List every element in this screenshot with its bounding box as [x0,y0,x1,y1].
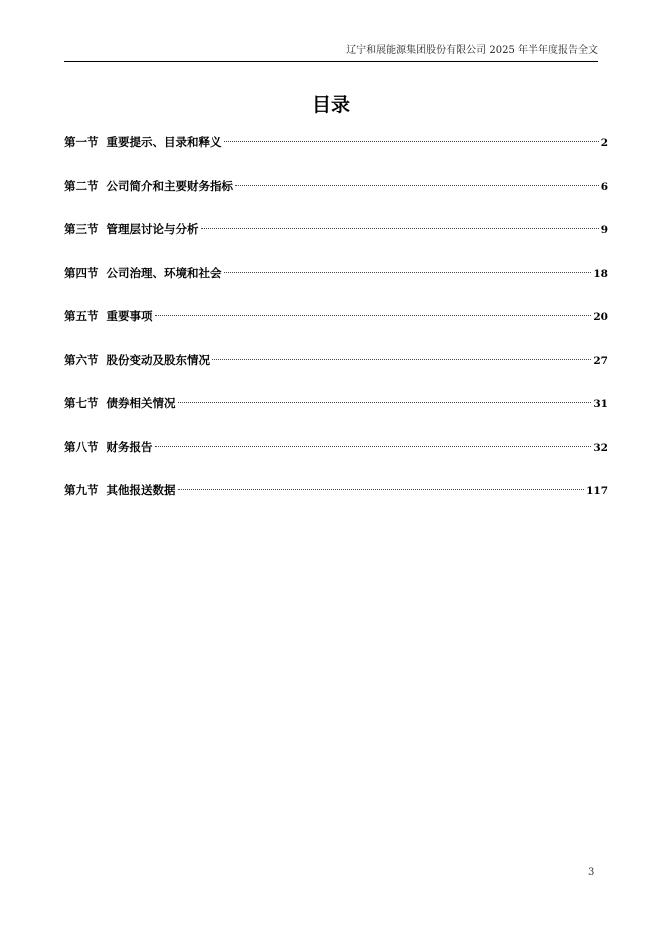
running-header: 辽宁和展能源集团股份有限公司 2025 年半年度报告全文 [346,45,598,56]
toc-entry-label: 重要提示、目录和释义 [106,135,222,149]
toc-entry-number: 第二节 [64,178,99,193]
toc-entry-label: 财务报告 [106,439,153,454]
toc-entry-number: 第四节 [64,265,99,280]
toc-entry-page: 20 [593,311,608,323]
toc-entry-label: 公司治理、环境和社会 [106,265,222,280]
toc-entry-page: 6 [600,180,608,193]
toc-entry-1[interactable] [64,131,608,175]
toc-title: 目录 [311,94,350,116]
toc-entry-page: 2 [600,137,608,149]
table-of-contents [64,131,608,523]
toc-leader [178,402,592,403]
toc-entry-label: 公司简介和主要财务指标 [106,178,233,193]
toc-entry-number: 第八节 [64,439,99,454]
toc-entry-number: 第六节 [64,352,99,367]
toc-leader [224,141,599,142]
toc-entry-6[interactable] [64,349,608,393]
toc-entry-number: 第一节 [64,135,99,149]
page-number: 3 [588,867,595,878]
toc-entry-label: 股份变动及股东情况 [106,352,210,367]
toc-entry-9[interactable] [64,479,608,523]
toc-entry-number: 第五节 [64,309,99,323]
toc-leader [212,359,591,360]
toc-entry-page: 32 [593,441,608,454]
toc-entry-7[interactable] [64,392,608,436]
toc-entry-3[interactable] [64,218,608,262]
toc-entry-page: 27 [593,354,608,367]
toc-entry-page: 9 [600,224,608,236]
toc-entry-label: 债券相关情况 [106,396,176,410]
toc-entry-page: 18 [593,267,608,280]
toc-entry-number: 第七节 [64,396,99,410]
toc-entry-4[interactable] [64,262,608,306]
toc-leader [201,228,599,229]
header-rule [64,61,598,62]
toc-entry-label: 管理层讨论与分析 [106,222,199,236]
toc-entry-number: 第三节 [64,222,99,236]
toc-leader [155,446,592,447]
toc-entry-number: 第九节 [64,483,99,497]
toc-entry-page: 117 [586,485,608,497]
toc-entry-2[interactable] [64,175,608,219]
toc-leader [155,315,592,316]
toc-entry-label: 重要事项 [106,309,153,323]
toc-entry-page: 31 [593,398,608,410]
toc-leader [178,489,585,490]
toc-leader [224,272,592,273]
toc-entry-label: 其他报送数据 [106,483,176,497]
toc-leader [235,185,599,186]
toc-entry-8[interactable] [64,436,608,480]
toc-entry-5[interactable] [64,305,608,349]
